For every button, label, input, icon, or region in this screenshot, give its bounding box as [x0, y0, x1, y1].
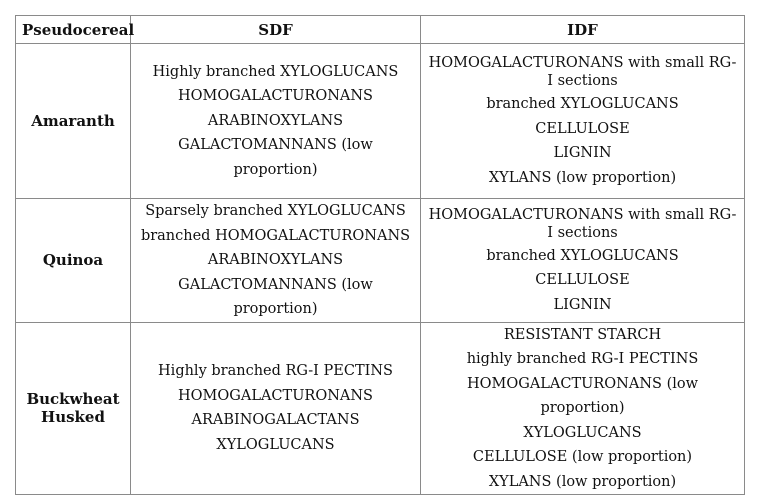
idf-cell: [421, 44, 745, 199]
header-pseudocereal: Pseudocereal: [16, 16, 131, 44]
table-row: [16, 44, 745, 199]
idf-item: LIGNIN: [553, 296, 612, 313]
idf-cell: [421, 199, 745, 323]
sdf-item: GALACTOMANNANS (low proportion): [178, 276, 373, 317]
sdf-cell: [131, 322, 421, 495]
table-row: [16, 199, 745, 323]
sdf-item: branched HOMOGALACTURONANS: [140, 227, 411, 244]
idf-item: highly branched RG-I PECTINS: [466, 351, 699, 367]
sdf-item: HOMOGALACTURONANS: [178, 88, 373, 105]
sdf-cell: [131, 199, 421, 323]
idf-item: XYLANS (low proportion): [488, 169, 677, 186]
idf-item: XYLOGLUCANS: [523, 424, 642, 441]
idf-item: LIGNIN: [553, 145, 612, 161]
idf-item: HOMOGALACTURONANS with small RG-I sections: [428, 55, 737, 89]
idf-item: branched XYLOGLUCANS: [486, 247, 679, 264]
sdf-cell: [131, 44, 421, 199]
header-sdf: SDF: [131, 16, 421, 44]
row-name-quinoa: [16, 199, 131, 323]
row-name-label: Buckwheat Husked: [26, 390, 120, 427]
sdf-item: ARABINOXYLANS: [207, 112, 344, 129]
row-name-buckwheat: [16, 322, 131, 495]
sdf-item: Sparsely branched XYLOGLUCANS: [145, 203, 406, 219]
idf-item: branched XYLOGLUCANS: [486, 96, 679, 112]
idf-item: CELLULOSE: [535, 272, 630, 288]
sdf-item: XYLOGLUCANS: [216, 436, 335, 453]
header-idf: IDF: [421, 16, 745, 44]
sdf-item: Highly branched XYLOGLUCANS: [152, 63, 399, 80]
header-row: [16, 16, 745, 44]
idf-item: CELLULOSE (low proportion): [472, 449, 693, 465]
sdf-item: Highly branched RG-I PECTINS: [158, 363, 393, 380]
idf-cell: [421, 322, 745, 495]
row-name-label: Quinoa: [42, 251, 104, 270]
sdf-item: HOMOGALACTURONANS: [178, 387, 373, 404]
sdf-item: GALACTOMANNANS (low proportion): [178, 137, 373, 178]
idf-item: RESISTANT STARCH: [503, 326, 662, 343]
fiber-table-container: [15, 15, 745, 495]
idf-item: CELLULOSE: [535, 120, 630, 137]
row-name-amaranth: [16, 44, 131, 199]
sdf-item: ARABINOXYLANS: [207, 252, 344, 268]
idf-item: HOMOGALACTURONANS (low proportion): [466, 375, 699, 416]
fiber-composition-table: [15, 15, 745, 495]
table-row: [16, 322, 745, 495]
sdf-item: ARABINOGALACTANS: [191, 412, 360, 429]
idf-item: HOMOGALACTURONANS with small RG-I sections: [428, 206, 737, 241]
idf-item: XYLANS (low proportion): [488, 473, 677, 490]
row-name-label: Amaranth: [31, 112, 115, 130]
